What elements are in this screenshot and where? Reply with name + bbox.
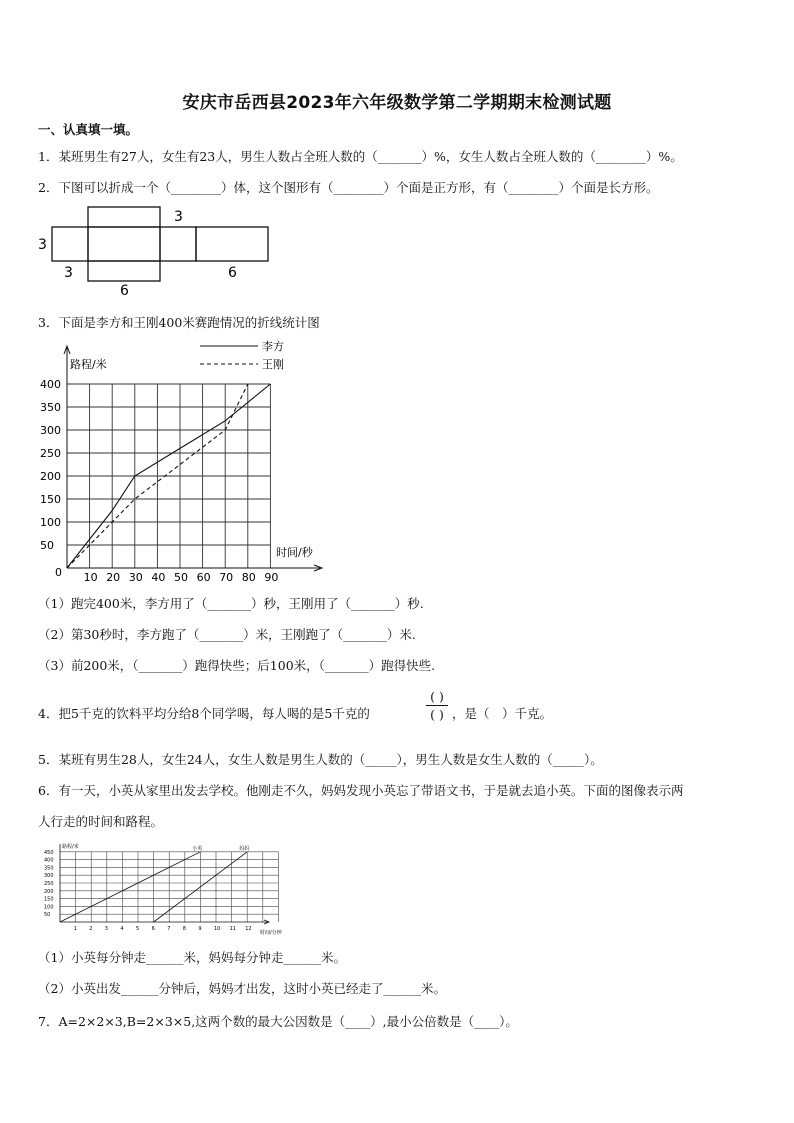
chart1-y-tick-label: 200 xyxy=(40,470,61,483)
chart2-x-tick-label: 9 xyxy=(198,926,202,932)
chart1-x-tick-label: 70 xyxy=(219,571,234,584)
question-6-line-2: 人行走的时间和路程。 xyxy=(38,814,164,829)
fraction-denominator: ( ) xyxy=(430,707,444,722)
question-4-part-a: 4．把5千克的饮料平均分给8个同学喝，每人喝的是5千克的 xyxy=(38,706,370,721)
series-label-mama: 妈妈 xyxy=(239,845,250,852)
net-label-right: 6 xyxy=(228,265,237,281)
legend-label-wanggang: 王刚 xyxy=(262,358,284,371)
series-label-xiaoying: 小英 xyxy=(192,845,203,852)
fraction-numerator: ( ) xyxy=(430,689,444,704)
question-1: 1．某班男生有27人，女生有23人，男生人数占全班人数的（_______）%，女生人数占全班人数的（________）%。 xyxy=(38,149,683,164)
fraction-bar xyxy=(426,705,448,706)
chart1-x-tick-label: 40 xyxy=(151,571,166,584)
question-5: 5．某班有男生28人，女生24人，女生人数是男生人数的（_____），男生人数是女生人数的（_____）。 xyxy=(38,752,603,767)
chart1-grid xyxy=(67,384,270,568)
chart2-ylabel: 路程/米 xyxy=(62,844,79,850)
chart1-axes xyxy=(64,346,322,571)
net-label-bottom-small: 3 xyxy=(64,265,73,281)
chart2-y-tick-label: 150 xyxy=(44,896,54,903)
chart1-y-tick-label: 150 xyxy=(40,493,61,506)
blank-fraction xyxy=(426,689,448,722)
chart2-y-tick-label: 250 xyxy=(44,881,54,887)
chart2-grid xyxy=(60,852,278,922)
legend-label-lifang: 李方 xyxy=(262,340,284,353)
chart1-xlabel: 时间/秒 xyxy=(276,546,313,559)
chart2-x-tick-label: 6 xyxy=(151,926,155,932)
question-3-1: （1）跑完400米，李方用了（_______）秒，王刚用了（_______）秒. xyxy=(38,596,424,611)
chart1-y-tick-label: 50 xyxy=(40,539,54,552)
chart2-y-tick-label: 50 xyxy=(44,912,51,919)
chart2-y-tick-label: 100 xyxy=(44,904,54,911)
chart1-x-tick-label: 30 xyxy=(128,571,143,584)
question-4-part-b: ，是（ ）千克。 xyxy=(452,706,553,721)
chart2-x-tick-label: 7 xyxy=(167,926,171,932)
walking-line-chart xyxy=(36,840,282,940)
series-line-xiaoying xyxy=(60,852,200,922)
net-label-top: 3 xyxy=(174,209,183,225)
question-6-line-1: 6．有一天，小英从家里出发去学校。他刚走不久，妈妈发现小英忘了带语文书，于是就去追小英。下面的图像表示两 xyxy=(38,783,684,798)
chart2-series xyxy=(60,845,249,922)
chart1-y-tick-label: 250 xyxy=(40,447,61,460)
section-heading: 一、认真填一填。 xyxy=(38,122,139,137)
chart2-x-tick-label: 5 xyxy=(136,926,140,932)
chart2-xlabel: 时间/分钟 xyxy=(260,930,282,936)
question-6-2: （2）小英出发______分钟后，妈妈才出发，这时小英已经走了______米。 xyxy=(38,981,446,996)
chart2-x-tick-label: 4 xyxy=(120,926,124,932)
chart1-y-tick-label: 400 xyxy=(40,378,61,391)
chart2-x-tick-label: 12 xyxy=(245,926,252,932)
net-label-bottom: 6 xyxy=(120,283,129,299)
chart2-y-tick-label: 450 xyxy=(44,849,54,856)
chart2-x-tick-label: 1 xyxy=(73,926,77,932)
net-label-left: 3 xyxy=(38,237,47,253)
cuboid-net-figure xyxy=(36,205,276,297)
chart2-y-tick-label: 200 xyxy=(44,888,54,895)
chart1-y-tick-label: 300 xyxy=(40,424,61,437)
chart2-x-tick-label: 3 xyxy=(104,926,108,932)
chart1-x-tick-label: 10 xyxy=(83,571,98,584)
chart1-y-tick-label: 100 xyxy=(40,516,61,529)
chart2-x-tick-label: 2 xyxy=(89,926,93,932)
chart1-ylabel: 路程/米 xyxy=(70,358,107,371)
chart2-y-tick-label: 400 xyxy=(44,857,54,864)
page-title: 安庆市岳西县2023年六年级数学第二学期期末检测试题 xyxy=(182,93,612,113)
chart1-x-tick-label: 90 xyxy=(264,571,279,584)
chart1-x-tick-label: 20 xyxy=(106,571,121,584)
chart2-y-tick-label: 350 xyxy=(44,865,54,872)
chart2-x-tick-label: 11 xyxy=(229,926,236,932)
race-line-chart xyxy=(36,336,336,586)
question-7: 7．A=2×2×3,B=2×3×5,这两个数的最大公因数是（____）,最小公倍数是（____）。 xyxy=(38,1014,518,1029)
chart1-x-tick-label: 0 xyxy=(55,566,62,579)
question-2: 2．下图可以折成一个（________）体，这个图形有（________）个面是正方形，有（________）个面是长方形。 xyxy=(38,180,659,195)
chart2-y-tick-label: 300 xyxy=(44,873,54,880)
chart1-x-tick-label: 80 xyxy=(241,571,256,584)
question-6-1: （1）小英每分钟走______米，妈妈每分钟走______米。 xyxy=(38,950,346,965)
chart2-x-tick-label: 10 xyxy=(214,926,221,932)
question-3-2: （2）第30秒时，李方跑了（_______）米，王刚跑了（_______）米. xyxy=(38,627,416,642)
chart1-x-tick-label: 50 xyxy=(174,571,188,584)
question-3: 3．下面是李方和王刚400米赛跑情况的折线统计图 xyxy=(38,315,320,330)
chart2-x-tick-label: 8 xyxy=(182,926,186,932)
question-3-3: （3）前200米，（_______）跑得快些；后100米，（_______）跑得快些. xyxy=(38,658,436,673)
chart1-y-tick-label: 350 xyxy=(40,401,61,414)
chart1-x-tick-label: 60 xyxy=(196,571,211,584)
